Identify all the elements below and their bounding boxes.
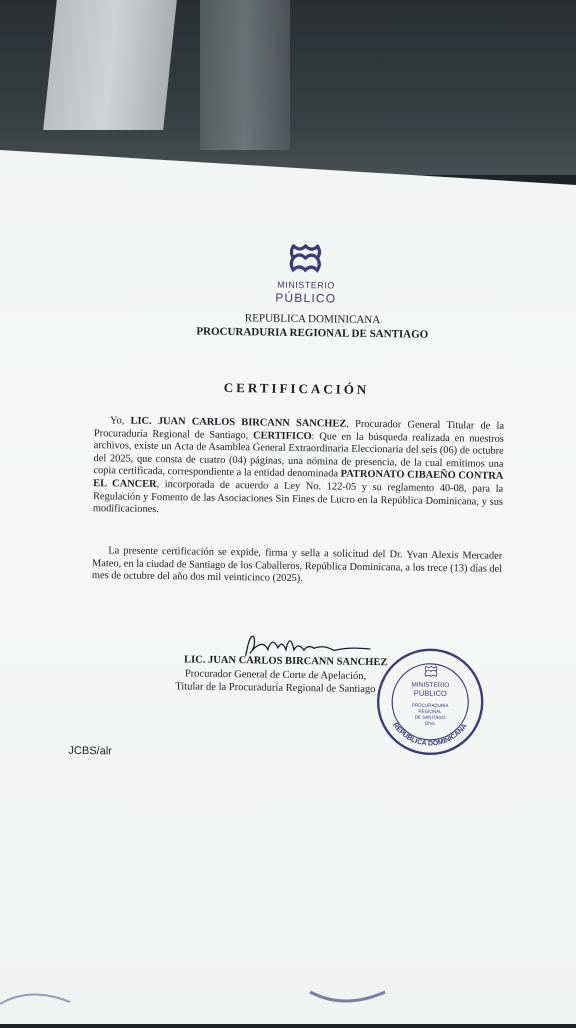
signature-role-1: Procurador General de Corte de Apelación, <box>184 668 367 682</box>
stamp-line4: REGIONAL <box>418 708 442 714</box>
stamp-line2: PÚBLICO <box>413 688 447 699</box>
official-seal-stamp <box>374 646 486 758</box>
p1-end: , incorporada de acuerdo a Ley No. 122-05 y su reglamento 40-08, para la Regulación y Fomento de las Asociaciones Sin Fines de Lucro en la República Dominicana, y sus modificaciones. <box>92 478 504 516</box>
stamp-line6: ONG <box>424 720 436 726</box>
bleed-through-stamps <box>0 980 576 1024</box>
stamp-ring-text: REPÚBLICA DOMINICANA <box>391 721 469 748</box>
logo-text-ministerio: MINISTERIO <box>277 279 335 291</box>
header-office: PROCURADURIA REGIONAL DE SANTIAGO <box>196 325 429 341</box>
header-country: REPUBLICA DOMINICANA <box>244 312 381 327</box>
stamp-line1: MINISTERIO <box>411 681 450 690</box>
ministerio-publico-logo-icon <box>285 240 325 277</box>
p1-entity: PATRONATO CIBAEÑO CONTRA EL CANCER <box>93 468 504 490</box>
paragraph-certification <box>93 415 504 521</box>
p1-certifico: CERTIFICO <box>252 429 312 442</box>
paragraph-issuance: La presente certificación se expide, firma y sella a solicitud del Dr. Yvan Alexis Mercader Mateo, en la ciudad de Santiago de los Caballeros, República Dominicana, a los trece (13) días del mes de octubre del año dos mil veinticinco (2025). <box>91 545 503 585</box>
p1-text: : Que en la búsqueda realizada en nuestros archivos, existe un Acta de Asamblea General Extraordinaria Eleccionaria del seis (06) de octubre del 2025, que consta de cuatro (04) páginas, una nómina de presencia, de la cual emitimos una copia certificada, correspondiente a la entidad denominada <box>93 430 504 480</box>
p1-name: LIC. JUAN CARLOS BIRCANN SANCHEZ <box>130 415 347 430</box>
document-title: CERTIFICACIÓN <box>223 379 370 397</box>
p1-intro: Yo, <box>110 415 131 427</box>
reference-initials: JCBS/alr <box>68 744 112 758</box>
signature-name: LIC. JUAN CARLOS BIRCANN SANCHEZ <box>184 654 388 669</box>
stamp-line5: DE SANTIAGO <box>414 714 446 721</box>
p1-mid: , Procurador General Titular de la Procuraduría Regional de Santiago, <box>93 418 505 441</box>
stamp-line3: PROCURADURÍA <box>411 702 449 709</box>
logo-text-publico: PÚBLICO <box>275 290 337 306</box>
signature-role-2: Titular de la Procuraduría Regional de Santiago <box>175 681 376 696</box>
